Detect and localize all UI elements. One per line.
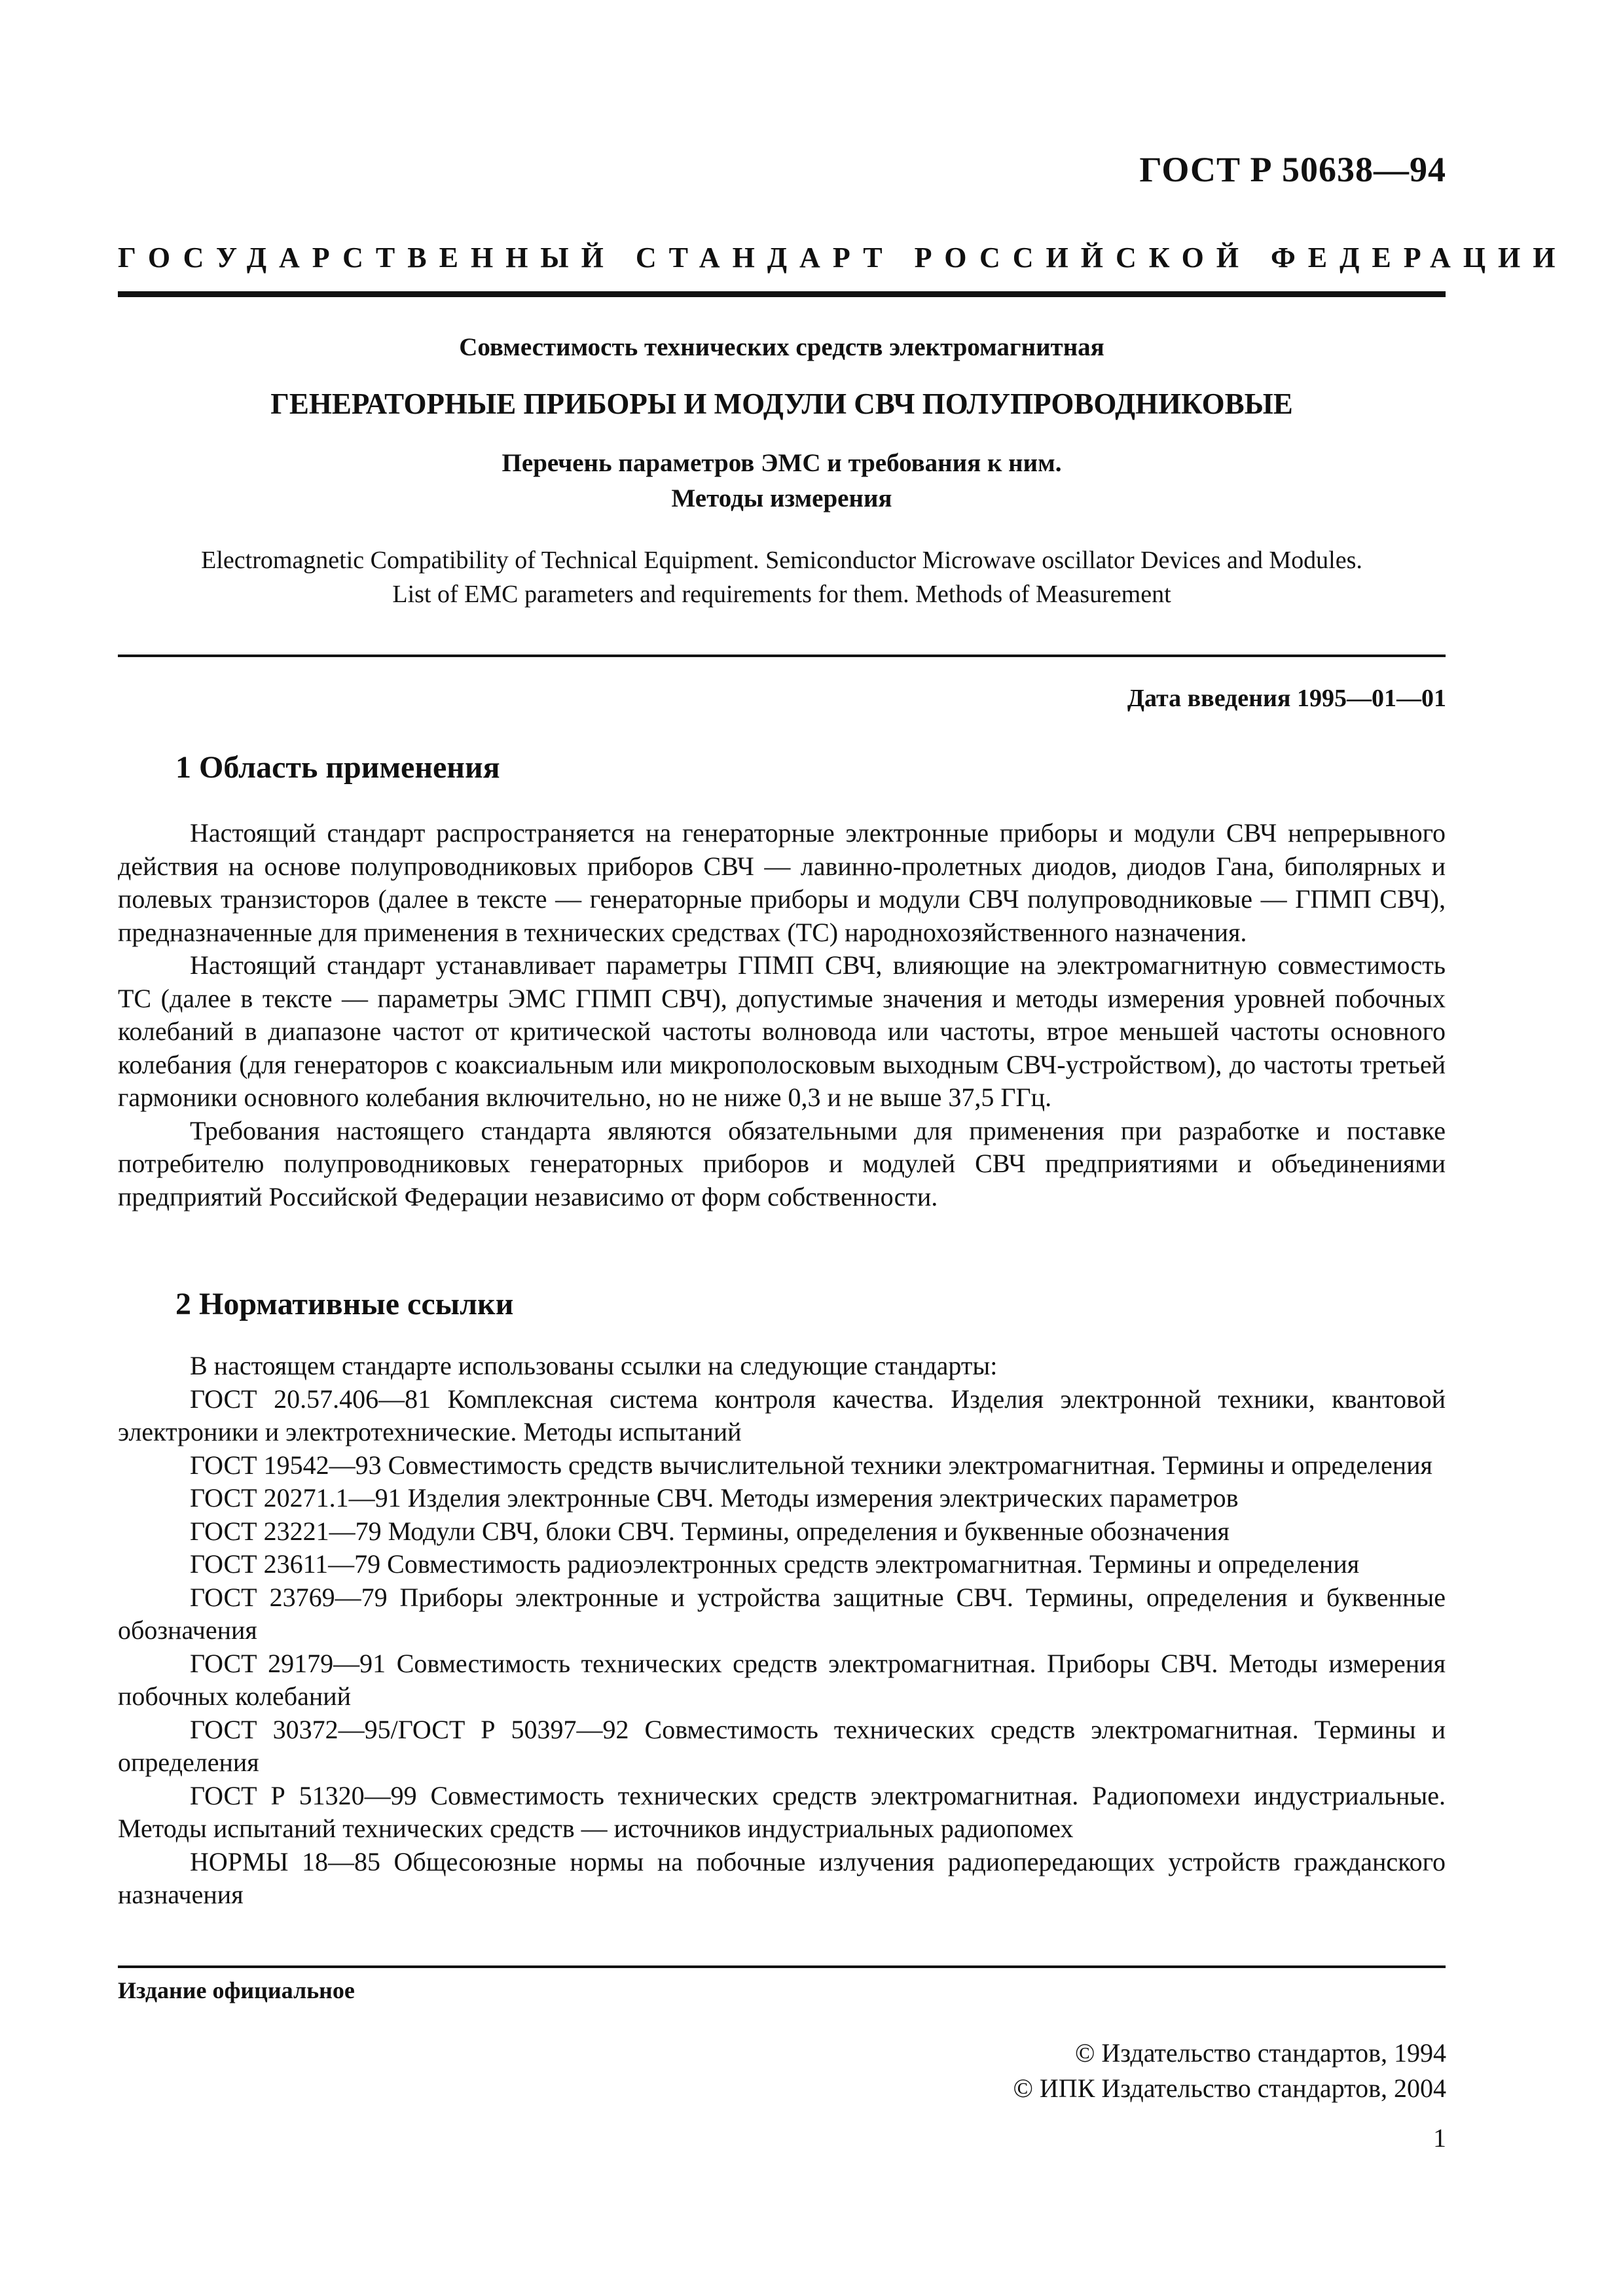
footer-divider [118,1965,1446,1968]
section-1-heading: 1 Область применения [175,750,500,785]
title-block [118,332,1446,516]
copyright-line: © ИПК Издательство стандартов, 2004 [1013,2073,1446,2103]
reference-item: ГОСТ 20.57.406—81 Комплексная система контроля качества. Изделия электронной техники, квантовой электроники и электротехнические. Методы испытаний [118,1384,1446,1446]
title-subtitle-line2: Методы измерения [671,484,892,512]
title-divider [118,655,1446,657]
english-title-line2: List of EMC parameters and requirements for them. Methods of Measurement [392,581,1171,608]
reference-item: ГОСТ 23769—79 Приборы электронные и устройства защитные СВЧ. Термины, определения и буквенные обозначения [118,1582,1446,1645]
paragraph: Требования настоящего стандарта являются обязательными для применения при разработке и поставке потребителю полупроводниковых генераторных приборов и модулей СВЧ предприятиями и объединениями предприятий Российской Федерации независимо от форм собственности. [118,1115,1446,1211]
english-title [118,543,1446,611]
paragraph: Настоящий стандарт устанавливает параметры ГПМП СВЧ, влияющие на электромагнитную совместимость ТС (далее в тексте — параметры ЭМС ГПМП СВЧ), допустимые значения и методы измерения уровней побочных колебаний в диапазоне частот от критической частоты волновода или частоты, втрое меньшей частоты основного колебания (для генераторов с коаксиальным или микрополосковым выходным СВЧ-устройством), до частоты третьей гармоники основного колебания включительно, но не ниже 0,3 и не выше 37,5 ГГц. [118,950,1446,1112]
title-subtitle [118,446,1446,516]
reference-item: ГОСТ 29179—91 Совместимость технических средств электромагнитная. Приборы СВЧ. Методы измерения побочных колебаний [118,1648,1446,1711]
title-main: ГЕНЕРАТОРНЫЕ ПРИБОРЫ И МОДУЛИ СВЧ ПОЛУПРОВОДНИКОВЫЕ [270,387,1293,420]
title-subtitle-line1: Перечень параметров ЭМС и требования к ним. [501,449,1062,477]
reference-item: ГОСТ 30372—95/ГОСТ Р 50397—92 Совместимость технических средств электромагнитная. Термины и определения [118,1714,1446,1777]
page-number: 1 [1433,2123,1446,2153]
section-1-body [118,817,1446,1213]
paragraph: Настоящий стандарт распространяется на генераторные электронные приборы и модули СВЧ непрерывного действия на основе полупроводниковых приборов СВЧ — лавинно-пролетных диодов, диодов Гана, биполярных и полевых транзисторов (далее в тексте — генераторные приборы и модули СВЧ полупроводниковые — ГПМП СВЧ), предназначенные для применения в технических средствах (ТС) народнохозяйственного назначения. [118,818,1446,947]
english-title-line1: Electromagnetic Compatibility of Technical Equipment. Semiconductor Microwave oscillator Devices and Modules. [201,547,1362,574]
edition-label: Издание официальное [118,1977,355,2003]
header-divider [118,291,1446,297]
reference-item: ГОСТ 19542—93 Совместимость средств вычислительной техники электромагнитная. Термины и определения [190,1450,1432,1480]
introduction-date: Дата введения 1995—01—01 [1127,685,1446,712]
reference-item: ГОСТ 20271.1—91 Изделия электронные СВЧ. Методы измерения электрических параметров [190,1483,1239,1513]
reference-item: НОРМЫ 18—85 Общесоюзные нормы на побочные излучения радиопередающих устройств гражданского назначения [118,1846,1446,1909]
copyright-line: © Издательство стандартов, 1994 [1074,2038,1446,2068]
document-number: ГОСТ Р 50638—94 [1139,150,1446,189]
reference-item: ГОСТ 23611—79 Совместимость радиоэлектронных средств электромагнитная. Термины и определения [190,1549,1360,1579]
reference-item: ГОСТ 23221—79 Модули СВЧ, блоки СВЧ. Термины, определения и буквенные обозначения [190,1516,1230,1546]
state-standard-heading: ГОСУДАРСТВЕННЫЙ СТАНДАРТ РОССИЙСКОЙ ФЕДЕРАЦИИ [118,242,1568,274]
reference-item: ГОСТ Р 51320—99 Совместимость технических средств электромагнитная. Радиопомехи индустриальные. Методы испытаний технических средств — источников индустриальных радиопомех [118,1780,1446,1843]
section-2-heading: 2 Нормативные ссылки [175,1287,514,1321]
section-2-body [118,1350,1446,1912]
copyright-block [1013,2036,1446,2106]
title-subject: Совместимость технических средств электромагнитная [459,333,1104,361]
paragraph: В настоящем стандарте использованы ссылки на следующие стандарты: [190,1351,998,1380]
